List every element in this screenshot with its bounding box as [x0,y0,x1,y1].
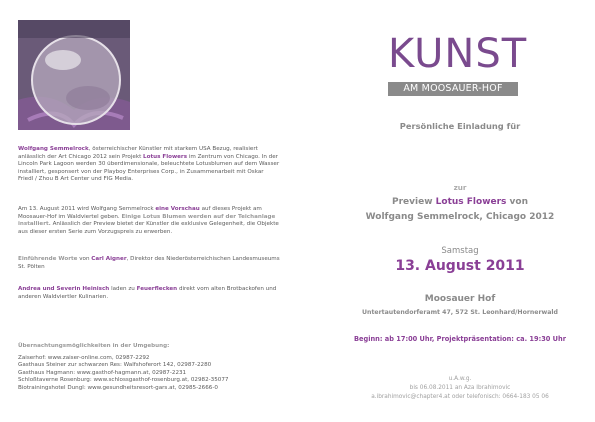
lodging-item: Gasthaus Hagmann: www.gasthof-hagmann.at, 02987-2231 [18,369,187,376]
event-date: 13. August 2011 [395,258,525,274]
logo-kunst: KUNST [388,31,528,77]
artist-line: Wolfgang Semmelrock, Chicago 2012 [365,212,555,222]
logo-subtitle: AM MOOSAUER-HOF [388,82,518,96]
lodging-title: Übernachtungsmöglichkeiten in der Umgebung: [18,343,170,349]
rsvp-block [340,375,580,401]
rsvp-line: u.A.w.g. [448,376,472,382]
rsvp-contact: a.ibrahimovic@chapter4.at oder telefonisch: 0664-183 05 06 [371,393,549,400]
lodging-item: Gasthaus Steiner zur schwarzen Res: Walfshoferort 142, 02987-2280 [18,362,212,369]
event-time: Beginn: ab 17:00 Uhr, Projektpräsentation: ca. 19:30 Uhr [354,335,566,343]
speaker-paragraph: Einführende Worte von Carl Aigner, Direktor des Niederösterreichischen Landesmuseums St. Pölten [18,256,280,270]
lodging-list [18,343,280,393]
lotus-sculpture-photo [18,20,130,130]
project-name: Lotus Flowers [143,153,188,160]
venue-address: Untertautendorferamt 47, 572 St. Leonhard/Hornerwald [362,309,558,316]
zur-label: zur [453,183,467,192]
preview-line: Preview Lotus Flowers von [392,197,528,207]
event-day: Samstag [441,246,479,256]
lodging-item: Biotrainingshotel Dungl: www.gesundheitsresort-gars.at, 02985-2666-0 [18,384,218,391]
rsvp-line: bis 06.08.2011 an Aza Ibrahimovic [409,384,511,391]
lodging-item: Schloßtaverne Rosenburg: www.schlossgasthof-rosenburg.at, 02982-35077 [18,377,229,384]
artist-name: Wolfgang Semmelrock [18,146,89,152]
intro-paragraph: Wolfgang Semmelrock, österreichischer Künstler mit starkem USA Bezug, realisiert anlässlich der Art Chicago 2012 sein Projekt Lotus Flowers im Zentrum von Chicago. In der Lincoln Park Lagoon werden 30 überdimensionale, beleuchtete Lotusblumen auf dem Wasser installiert, gesponsert von der Playboy Enterprises Corp., in Zusammenarbeit mit Oskar Friedl / Zhou B Art Center und FIG Media. [18,146,280,183]
invitation-heading: Persönliche Einladung für [399,121,521,131]
venue-name: Moosauer Hof [424,294,496,304]
preview-paragraph: Am 13. August 2011 wird Wolfgang Semmelrock eine Vorschau auf dieses Projekt am Moosauer-Hof im Waldviertel geben. Einige Lotus Blumen werden auf der Teichanlage installiert. Anlässlich der Preview bietet der Künstler die exklusive Gelegenheit, die Objekte aus dieser ersten Serie zum Vorzugspreis zu erwerben. [18,206,279,235]
catering-paragraph: Andrea und Severin Heinisch laden zu Feuerflecken direkt vom alten Brotbackofen und anderen Waldviertler Kulinarien. [18,286,277,300]
lodging-item: Zaiserhof: www.zaiser-online.com, 02987-2292 [18,354,150,361]
